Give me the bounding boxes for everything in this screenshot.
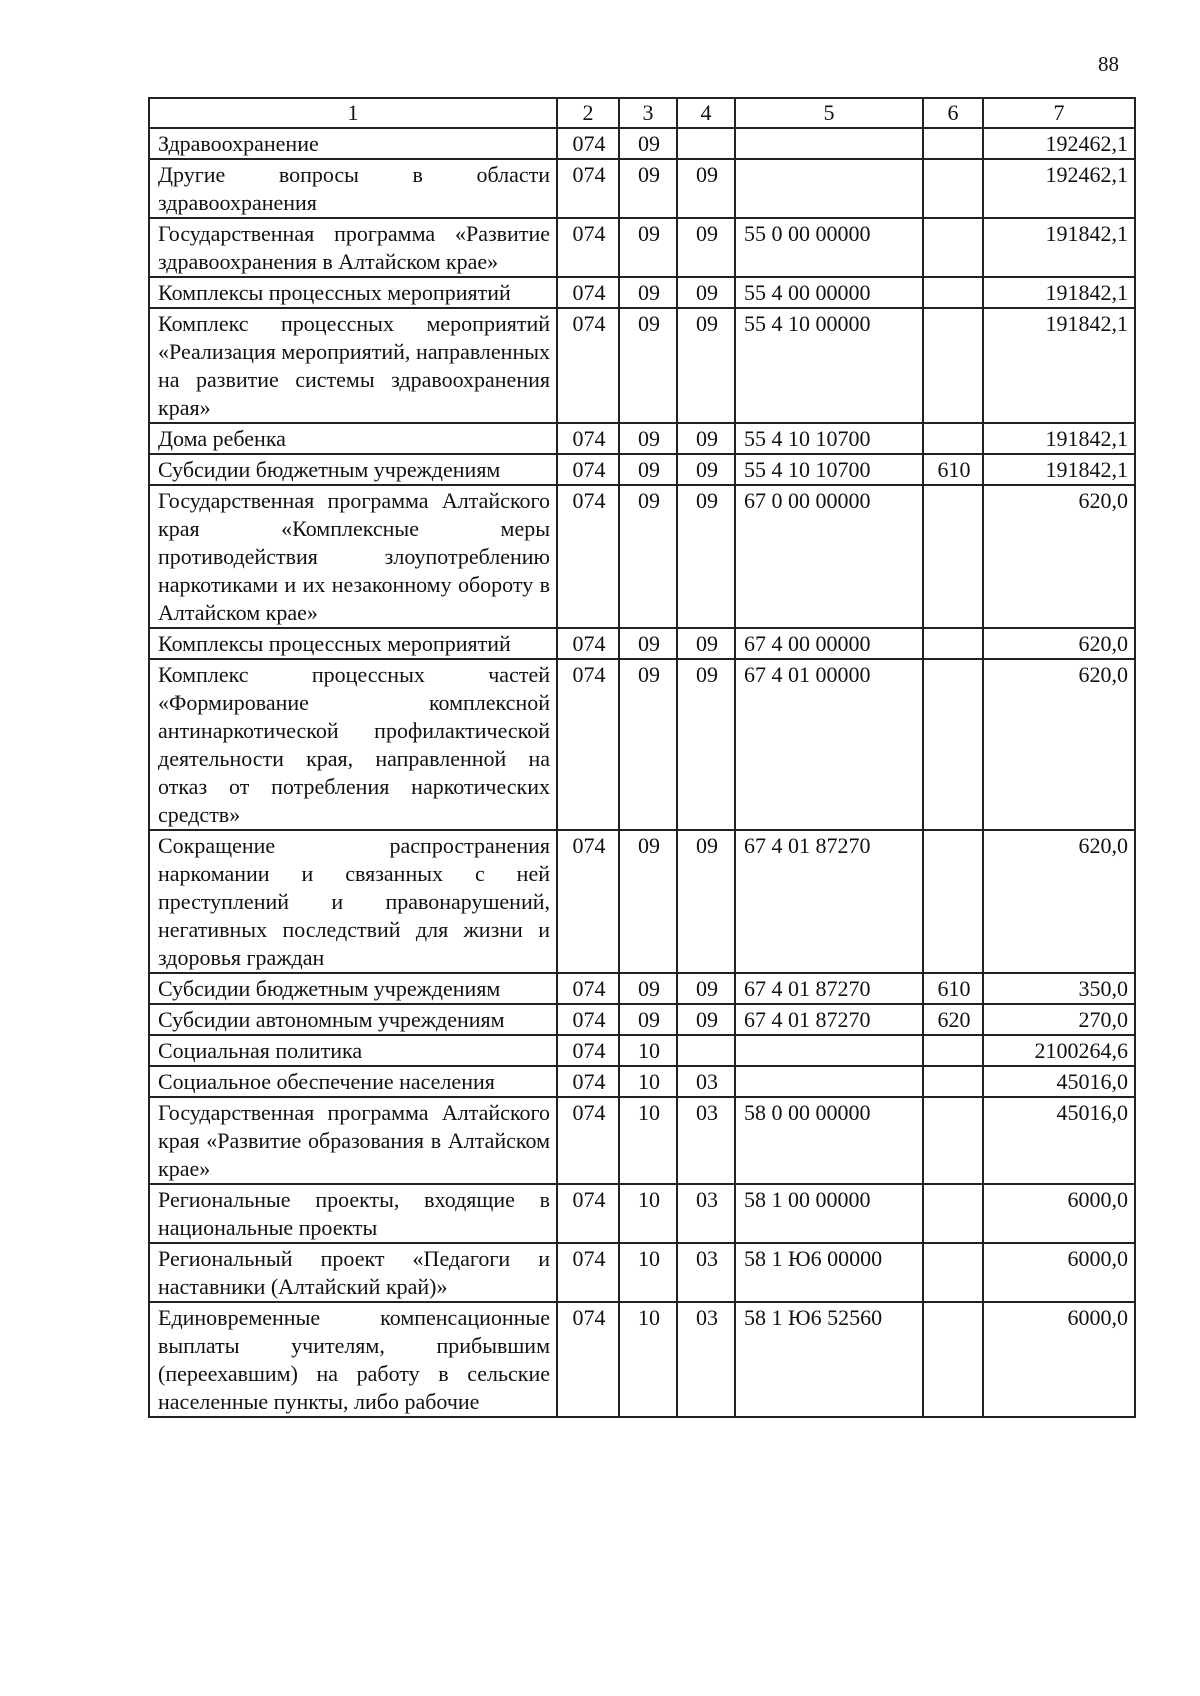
section-code: 09: [619, 659, 677, 830]
target-item-code: 55 4 10 10700: [735, 423, 923, 454]
ministry-code: 074: [557, 830, 619, 973]
section-code: 09: [619, 277, 677, 308]
table-row: [149, 218, 1135, 277]
target-item-code: 67 4 01 87270: [735, 973, 923, 1004]
table-row: [149, 485, 1135, 628]
ministry-code: 074: [557, 1097, 619, 1184]
ministry-code: 074: [557, 1035, 619, 1066]
section-code: 09: [619, 159, 677, 218]
row-name: Региональный проект «Педагоги и наставники (Алтайский край)»: [149, 1243, 557, 1302]
row-name: Субсидии бюджетным учреждениям: [149, 454, 557, 485]
expense-type-code: [923, 1243, 983, 1302]
subsection-code: 09: [677, 218, 735, 277]
section-code: 09: [619, 830, 677, 973]
row-name: Региональные проекты, входящие в национальные проекты: [149, 1184, 557, 1243]
table-row: [149, 628, 1135, 659]
amount: 2100264,6: [983, 1035, 1135, 1066]
target-item-code: 67 4 01 87270: [735, 830, 923, 973]
amount: 350,0: [983, 973, 1135, 1004]
expense-type-code: [923, 1097, 983, 1184]
column-header: 3: [619, 98, 677, 128]
ministry-code: 074: [557, 218, 619, 277]
section-code: 09: [619, 128, 677, 159]
expense-type-code: [923, 1184, 983, 1243]
header-row: [149, 98, 1135, 128]
target-item-code: 67 0 00 00000: [735, 485, 923, 628]
subsection-code: 03: [677, 1184, 735, 1243]
table-row: [149, 1097, 1135, 1184]
expense-type-code: [923, 159, 983, 218]
ministry-code: 074: [557, 1184, 619, 1243]
expense-type-code: 610: [923, 454, 983, 485]
amount: 45016,0: [983, 1066, 1135, 1097]
target-item-code: 55 4 10 00000: [735, 308, 923, 423]
expense-type-code: [923, 277, 983, 308]
subsection-code: 09: [677, 485, 735, 628]
target-item-code: 55 4 00 00000: [735, 277, 923, 308]
section-code: 10: [619, 1097, 677, 1184]
section-code: 10: [619, 1243, 677, 1302]
subsection-code: 03: [677, 1097, 735, 1184]
subsection-code: 09: [677, 1004, 735, 1035]
row-name: Дома ребенка: [149, 423, 557, 454]
column-header: 5: [735, 98, 923, 128]
target-item-code: [735, 159, 923, 218]
budget-table: [148, 97, 1136, 1418]
row-name: Комплексы процессных мероприятий: [149, 628, 557, 659]
ministry-code: 074: [557, 308, 619, 423]
expense-type-code: [923, 1302, 983, 1417]
expense-type-code: [923, 1035, 983, 1066]
target-item-code: 58 0 00 00000: [735, 1097, 923, 1184]
table-row: [149, 973, 1135, 1004]
expense-type-code: [923, 128, 983, 159]
row-name: Здравоохранение: [149, 128, 557, 159]
section-code: 09: [619, 485, 677, 628]
amount: 191842,1: [983, 308, 1135, 423]
subsection-code: 09: [677, 423, 735, 454]
target-item-code: 67 4 01 87270: [735, 1004, 923, 1035]
amount: 6000,0: [983, 1302, 1135, 1417]
section-code: 10: [619, 1302, 677, 1417]
ministry-code: 074: [557, 659, 619, 830]
row-name: Сокращение распространения наркомании и связанных с ней преступлений и правонарушений, негативных последствий для жизни и здоровья граждан: [149, 830, 557, 973]
target-item-code: 58 1 00 00000: [735, 1184, 923, 1243]
amount: 191842,1: [983, 423, 1135, 454]
table-row: [149, 454, 1135, 485]
section-code: 09: [619, 423, 677, 454]
page-number: 88: [1098, 52, 1119, 76]
row-name: Субсидии автономным учреждениям: [149, 1004, 557, 1035]
section-code: 10: [619, 1066, 677, 1097]
amount: 6000,0: [983, 1184, 1135, 1243]
table-row: [149, 159, 1135, 218]
section-code: 09: [619, 308, 677, 423]
subsection-code: [677, 1035, 735, 1066]
target-item-code: 58 1 Ю6 00000: [735, 1243, 923, 1302]
ministry-code: 074: [557, 1302, 619, 1417]
expense-type-code: 610: [923, 973, 983, 1004]
ministry-code: 074: [557, 277, 619, 308]
target-item-code: 67 4 00 00000: [735, 628, 923, 659]
ministry-code: 074: [557, 973, 619, 1004]
table-row: [149, 1302, 1135, 1417]
table-row: [149, 308, 1135, 423]
row-name: Комплексы процессных мероприятий: [149, 277, 557, 308]
section-code: 10: [619, 1035, 677, 1066]
ministry-code: 074: [557, 628, 619, 659]
row-name: Социальная политика: [149, 1035, 557, 1066]
expense-type-code: [923, 218, 983, 277]
expense-type-code: [923, 308, 983, 423]
table-row: [149, 277, 1135, 308]
section-code: 09: [619, 1004, 677, 1035]
subsection-code: 03: [677, 1066, 735, 1097]
subsection-code: 03: [677, 1302, 735, 1417]
column-header: 6: [923, 98, 983, 128]
table-row: [149, 423, 1135, 454]
amount: 191842,1: [983, 277, 1135, 308]
target-item-code: 55 4 10 10700: [735, 454, 923, 485]
row-name: Государственная программа «Развитие здравоохранения в Алтайском крае»: [149, 218, 557, 277]
section-code: 09: [619, 973, 677, 1004]
ministry-code: 074: [557, 1004, 619, 1035]
target-item-code: [735, 128, 923, 159]
amount: 620,0: [983, 659, 1135, 830]
ministry-code: 074: [557, 128, 619, 159]
expense-type-code: [923, 830, 983, 973]
expense-type-code: 620: [923, 1004, 983, 1035]
subsection-code: 09: [677, 308, 735, 423]
column-header: 7: [983, 98, 1135, 128]
amount: 191842,1: [983, 218, 1135, 277]
subsection-code: 09: [677, 830, 735, 973]
subsection-code: 03: [677, 1243, 735, 1302]
row-name: Комплекс процессных частей «Формирование комплексной антинаркотической профилактической деятельности края, направленной на отказ от потребления наркотических средств»: [149, 659, 557, 830]
column-header: 2: [557, 98, 619, 128]
amount: 620,0: [983, 628, 1135, 659]
table-row: [149, 1035, 1135, 1066]
table-row: [149, 830, 1135, 973]
subsection-code: 09: [677, 973, 735, 1004]
amount: 270,0: [983, 1004, 1135, 1035]
subsection-code: 09: [677, 277, 735, 308]
ministry-code: 074: [557, 423, 619, 454]
table-row: [149, 659, 1135, 830]
expense-type-code: [923, 659, 983, 830]
expense-type-code: [923, 1066, 983, 1097]
row-name: Другие вопросы в области здравоохранения: [149, 159, 557, 218]
subsection-code: 09: [677, 454, 735, 485]
row-name: Единовременные компенсационные выплаты учителям, прибывшим (переехавшим) на работу в сельские населенные пункты, либо рабочие: [149, 1302, 557, 1417]
table-row: [149, 1066, 1135, 1097]
target-item-code: [735, 1066, 923, 1097]
ministry-code: 074: [557, 159, 619, 218]
amount: 6000,0: [983, 1243, 1135, 1302]
table-row: [149, 1184, 1135, 1243]
subsection-code: 09: [677, 628, 735, 659]
target-item-code: 58 1 Ю6 52560: [735, 1302, 923, 1417]
amount: 620,0: [983, 830, 1135, 973]
target-item-code: 55 0 00 00000: [735, 218, 923, 277]
target-item-code: 67 4 01 00000: [735, 659, 923, 830]
row-name: Государственная программа Алтайского края «Развитие образования в Алтайском крае»: [149, 1097, 557, 1184]
table-row: [149, 1004, 1135, 1035]
table-row: [149, 1243, 1135, 1302]
column-header: 1: [149, 98, 557, 128]
column-header: 4: [677, 98, 735, 128]
section-code: 09: [619, 454, 677, 485]
section-code: 10: [619, 1184, 677, 1243]
ministry-code: 074: [557, 454, 619, 485]
amount: 45016,0: [983, 1097, 1135, 1184]
expense-type-code: [923, 485, 983, 628]
section-code: 09: [619, 218, 677, 277]
table-row: [149, 128, 1135, 159]
amount: 192462,1: [983, 159, 1135, 218]
row-name: Комплекс процессных мероприятий «Реализация мероприятий, направленных на развитие системы здравоохранения края»: [149, 308, 557, 423]
subsection-code: 09: [677, 159, 735, 218]
row-name: Государственная программа Алтайского края «Комплексные меры противодействия злоупотреблению наркотиками и их незаконному обороту в Алтайском крае»: [149, 485, 557, 628]
amount: 191842,1: [983, 454, 1135, 485]
row-name: Социальное обеспечение населения: [149, 1066, 557, 1097]
expense-type-code: [923, 423, 983, 454]
section-code: 09: [619, 628, 677, 659]
ministry-code: 074: [557, 1243, 619, 1302]
amount: 192462,1: [983, 128, 1135, 159]
ministry-code: 074: [557, 1066, 619, 1097]
subsection-code: 09: [677, 659, 735, 830]
expense-type-code: [923, 628, 983, 659]
amount: 620,0: [983, 485, 1135, 628]
ministry-code: 074: [557, 485, 619, 628]
target-item-code: [735, 1035, 923, 1066]
row-name: Субсидии бюджетным учреждениям: [149, 973, 557, 1004]
subsection-code: [677, 128, 735, 159]
